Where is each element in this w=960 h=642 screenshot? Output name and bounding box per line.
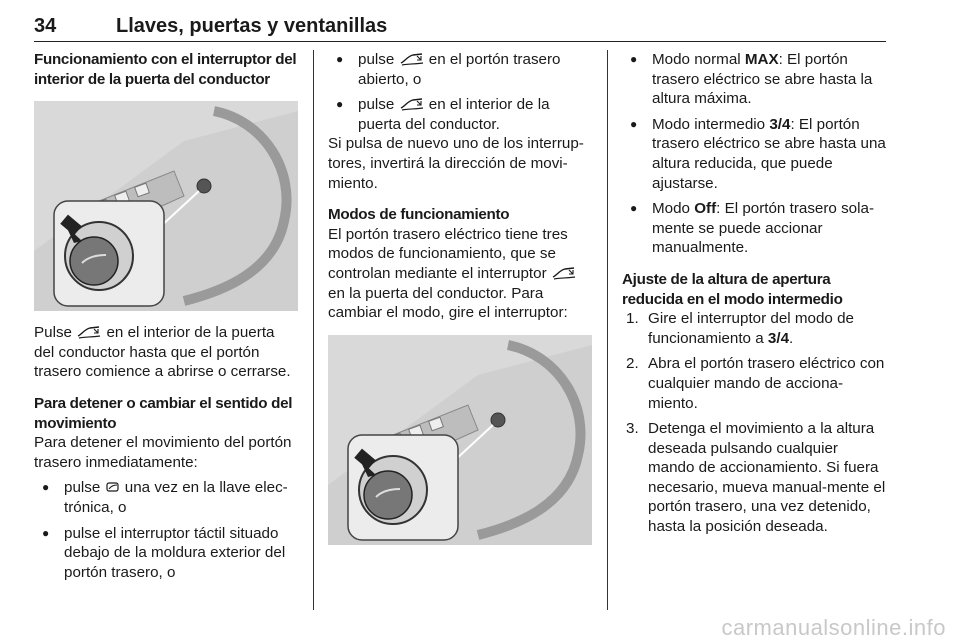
numbered-step: 2. Abra el portón trasero eléctrico con cualquier mando de acciona-miento.	[626, 355, 885, 412]
tailgate-switch-icon	[399, 52, 425, 66]
list-item: ● Modo Off: El portón trasero sola-mente se puede accionar manualmente.	[622, 199, 886, 258]
watermark: carmanualsonline.info	[721, 615, 946, 641]
page-title: Llaves, puertas y ventanillas	[116, 15, 388, 37]
column-divider	[607, 50, 608, 610]
subsection-heading: Ajuste de la altura de apertura reducida en el modo intermedio	[622, 270, 843, 308]
tailgate-switch-icon	[399, 97, 425, 111]
key-fob-tailgate-icon	[105, 480, 121, 494]
column-2	[328, 50, 592, 545]
subsection-heading: Para detener o cambiar el sentido del movimiento	[34, 394, 293, 432]
column-divider	[313, 50, 314, 610]
list-item: ● pulse el interruptor táctil situado debajo de la moldura exterior del portón trasero, o	[34, 524, 298, 583]
page-header	[34, 8, 886, 42]
list-item: ● Modo normal MAX: El portón trasero eléctrico se abre hasta la altura máxima.	[622, 50, 886, 109]
list-item: ● pulse una vez en la llave elec-trónica, o	[34, 478, 298, 517]
section-heading: Funcionamiento con el interruptor del interior de la puerta del conductor	[34, 51, 297, 88]
list-item: ● pulse en el portón trasero abierto, o	[328, 50, 592, 89]
column-3	[622, 50, 886, 537]
list-item: ● Modo intermedio 3/4: El portón trasero eléctrico se abre hasta una altura reducida, que puede ajustarse.	[622, 115, 886, 193]
paragraph: Pulse en el interior de la puerta del conductor hasta que el portón trasero comience a abrirse o cerrarse.	[34, 324, 291, 381]
door-switch-figure	[34, 101, 298, 311]
numbered-step: 1. Gire el interruptor del modo de funcionamiento a 3/4.	[626, 310, 854, 347]
list-item: ● pulse en el interior de la puerta del conductor.	[328, 95, 592, 134]
page-number: 34	[34, 15, 57, 37]
paragraph: Si pulsa de nuevo uno de los interrup-tores, invertirá la dirección de movi-miento.	[328, 135, 584, 192]
subsection-heading: Modos de funcionamiento	[328, 206, 510, 224]
mode-switch-figure	[328, 335, 592, 545]
tailgate-switch-icon	[551, 266, 577, 280]
paragraph: Para detener el movimiento del portón trasero inmediatamente:	[34, 434, 292, 471]
numbered-step: 3. Detenga el movimiento a la altura deseada pulsando cualquier mando de accionamiento. Si fuera necesario, mueva manual-mente el portón trasero, una vez detenido, hasta la posición deseada.	[626, 420, 886, 536]
paragraph: El portón trasero eléctrico tiene tres modos de funcionamiento, que se controlan mediante el interruptor en la puerta del conductor. Para cambiar el modo, gire el interruptor:	[328, 225, 592, 323]
column-1	[34, 50, 298, 582]
tailgate-switch-icon	[76, 325, 102, 339]
